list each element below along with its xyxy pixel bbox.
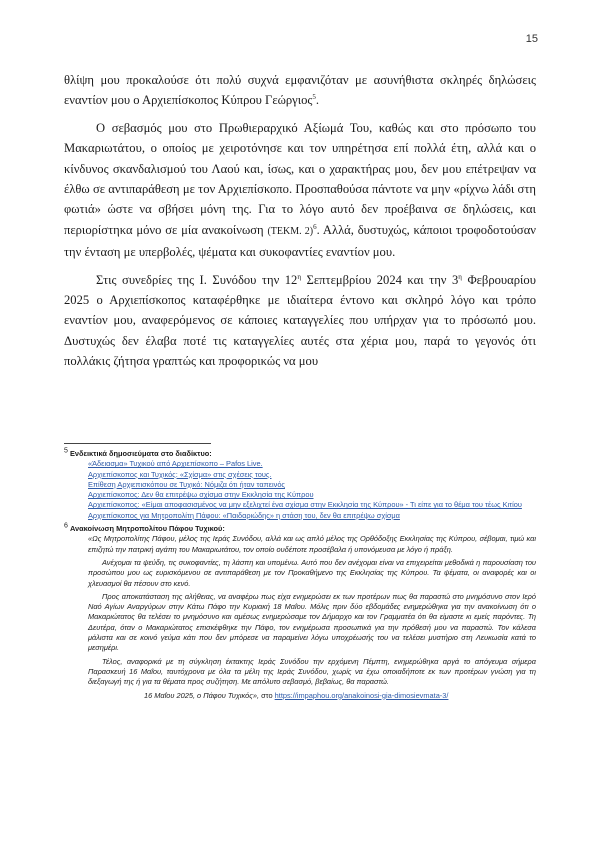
news-link-1[interactable]: «Άδειασμα» Τυχικού από Αρχιεπίσκοπο – Pafos Live.	[88, 459, 263, 469]
news-link-2[interactable]: Αρχιεπίσκοπος και Τυχικός: «Σχίσμα» στις σχέσεις τους.	[88, 469, 272, 479]
news-link-6[interactable]: Αρχιεπίσκοπος για Μητροπολίτη Πάφου: «Παιδαριώδης» η στάση του, δεν θα επιτρέψω σχίσμα	[88, 510, 400, 520]
quote-paragraph-3: Προς αποκατάσταση της αλήθειας, να αναφέρω πως είχα ενημερώσει εκ των προτέρων πως θα παραστώ στο μνημόσυνο στον Ιερό Ναό Αγίων Αναργύρων στην Κάτω Πάφο την Κυριακή 18 Μαΐου. Μόλις πριν δύο εβδομάδες ενημερώθηκα για την ανακοίνωση ότι ο Μακαριώτατος θα τελέσει το μνημόσυνο και αμέσως ενημερώσαμε τον Δήμαρχο και τον Γραμματέα ότι θα είμαστε κι εμείς παρόντες. Τη Δευτέρα, όταν ο Μακαριώτατος επισκέφθηκε την Πάφο, τον ενημέρωσα προσωπικά για την πρόθεσή μου να παραστώ. Τον κάλεσα μάλιστα και σε κοινό γεύμα κάτι που δεν μπόρεσε να παραμείνει λόγω υποχρέωσής του να τελέσει μυστήριο στη Λευκωσία κατά το μεσημέρι.	[88, 591, 536, 653]
paragraph-2: Ο σεβασμός μου στο Πρωθιεραρχικό Αξίωμά Του, καθώς και στο πρόσωπο του Μακαριωτάτου, ο οποίος με χειροτόνησε και τον υπηρέτησα επί πολλά έτη, αλλά και ο κίνδυνος σκανδαλισμού του Λαού και, ίσως, και ο χαρακτήρας μου, δεν μου επέτρεψαν να έλθω σε αντιπαράθεση με τον Αρχιεπίσκοπο. Προσπαθούσα πάντοτε να μην «ρίχνω λάδι στη φωτιά» ώστε να σβήσει μόνη της. Για το λόγο αυτό δεν προέβαινα σε δηλώσεις, και περιορίστηκα μόνο σε μία ανακοίνωση (ΤΕΚΜ. 2)$^6$. Αλλά, δυστυχώς, κάποιοι τροφοδοτούσαν την ένταση με υπερβολές, ψέματα και συκοφαντίες εναντίον μου.	[64, 120, 537, 260]
paragraph-3: Στις συνεδρίες της Ι. Συνόδου την $12^\eta$ Σεπτεμβρίου 2024 και την $3^\eta$ Φεβρουαρίου 2025 ο Αρχιεπίσκοπος καταφέρθηκε με ιδιαίτερα έντονο και σκληρό λόγο και τρόπο εναντίον μου, αναφερόμενος σε κάποιες καταγγελίες που υπήρχαν για το πρόσωπό μου. Δυστυχώς δεν έλαβα ποτέ τις καταγγελίες αυτές στα χέρια μου, παρά το γεγονός ότι πολλάκις ζήτησα γραπτώς και προφορικώς να μου	[64, 272, 536, 369]
quote-source: 16 Μαΐου 2025, ο Πάφου Τυχικός», στο https://impaphou.org/anakoinosi-gia-dimosievmata-3/	[144, 690, 449, 700]
tekm-reference: (ΤΕΚΜ. 2)	[267, 225, 314, 237]
footnote-separator	[64, 443, 211, 444]
footnotes	[64, 449, 536, 701]
footnote-5-links	[88, 459, 536, 521]
news-link-3[interactable]: Επίθεση Αρχιεπισκόπου σε Τυχικό: Νόμιζα ότι ήταν ταπεινός	[88, 479, 285, 489]
quote-paragraph-4: Τέλος, αναφορικά με τη σύγκληση έκτακτης Ιεράς Συνόδου την ερχόμενη Πέμπτη, ενημερώθηκα αργά το απόγευμα σήμερα Παρασκευή 16 Μαΐου, ταυτόχρονα με όλα τα μέλη της Ιεράς Συνόδου, χωρίς να έχω οποιαδήποτε εκ των προτέρων γνώση για τη διεξαγωγή της ή για τα θέματα προς συζήτηση. Με απόλυτο σεβασμό, βεβαίως, θα παραστώ.	[88, 656, 536, 687]
paragraph-1: θλίψη μου προκαλούσε ότι πολύ συχνά εμφανιζόταν με ασυνήθιστα σκληρές δηλώσεις εναντίον μου ο Αρχιεπίσκοπος Κύπρου Γεώργιος$^5$.	[64, 73, 536, 108]
news-link-4[interactable]: Αρχιεπίσκοπος: Δεν θα επιτρέψω σχίσμα στην Εκκλησία της Κύπρου	[88, 490, 314, 500]
footnote-5: $^5$ Ενδεικτικά δημοσιεύματα στο διαδίκτυο:	[64, 447, 212, 458]
news-link-5[interactable]: Αρχιεπίσκοπος: «Είμαι αποφασισμένος να μην εξελιχτεί ένα σχίσμα στην Εκκλησία της Κύπρου» - Τι είπε για το θέμα του τέως Κιτίου	[88, 500, 522, 510]
footnote-ref-6[interactable]: 6	[313, 222, 317, 231]
footnote-ref-5[interactable]: 5	[312, 93, 316, 102]
page-number: 15	[525, 33, 538, 45]
quote-paragraph-1: «Ως Μητροπολίτης Πάφου, μέλος της Ιεράς Συνόδου, αλλά και ως απλό μέλος της Ορθόδοξης Εκκλησίας της Κύπρου, σέβομαι, τιμώ και επιζητώ την πατρική αγάπη του Μακαριωτάτου, τον οποίο ουδέποτε προσέβαλα ή υπονόμευσα με λόγο ή πράξη.	[88, 534, 536, 554]
main-text	[64, 70, 536, 379]
source-link[interactable]: https://impaphou.org/anakoinosi-gia-dimosievmata-3/	[274, 690, 449, 700]
footnote-6: $^6$ Ανακοίνωση Μητροπολίτου Πάφου Τυχικού:	[64, 522, 225, 534]
quote-paragraph-2: Ανέχομαι τα ψεύδη, τις συκοφαντίες, τη λάσπη και υπομένω. Αυτό που δεν ανέχομαι είναι να επιχειρείται μεθοδικά η παρουσίαση του προσώπου μου ως ευρισκόμενου σε αντιπαράθεση με τον Προκαθήμενο της Εκκλησίας της Κύπρου. Τα ψέματα, οι αναφορές και οι χλευασμοί θα πέσουν στο κενό.	[88, 557, 536, 588]
